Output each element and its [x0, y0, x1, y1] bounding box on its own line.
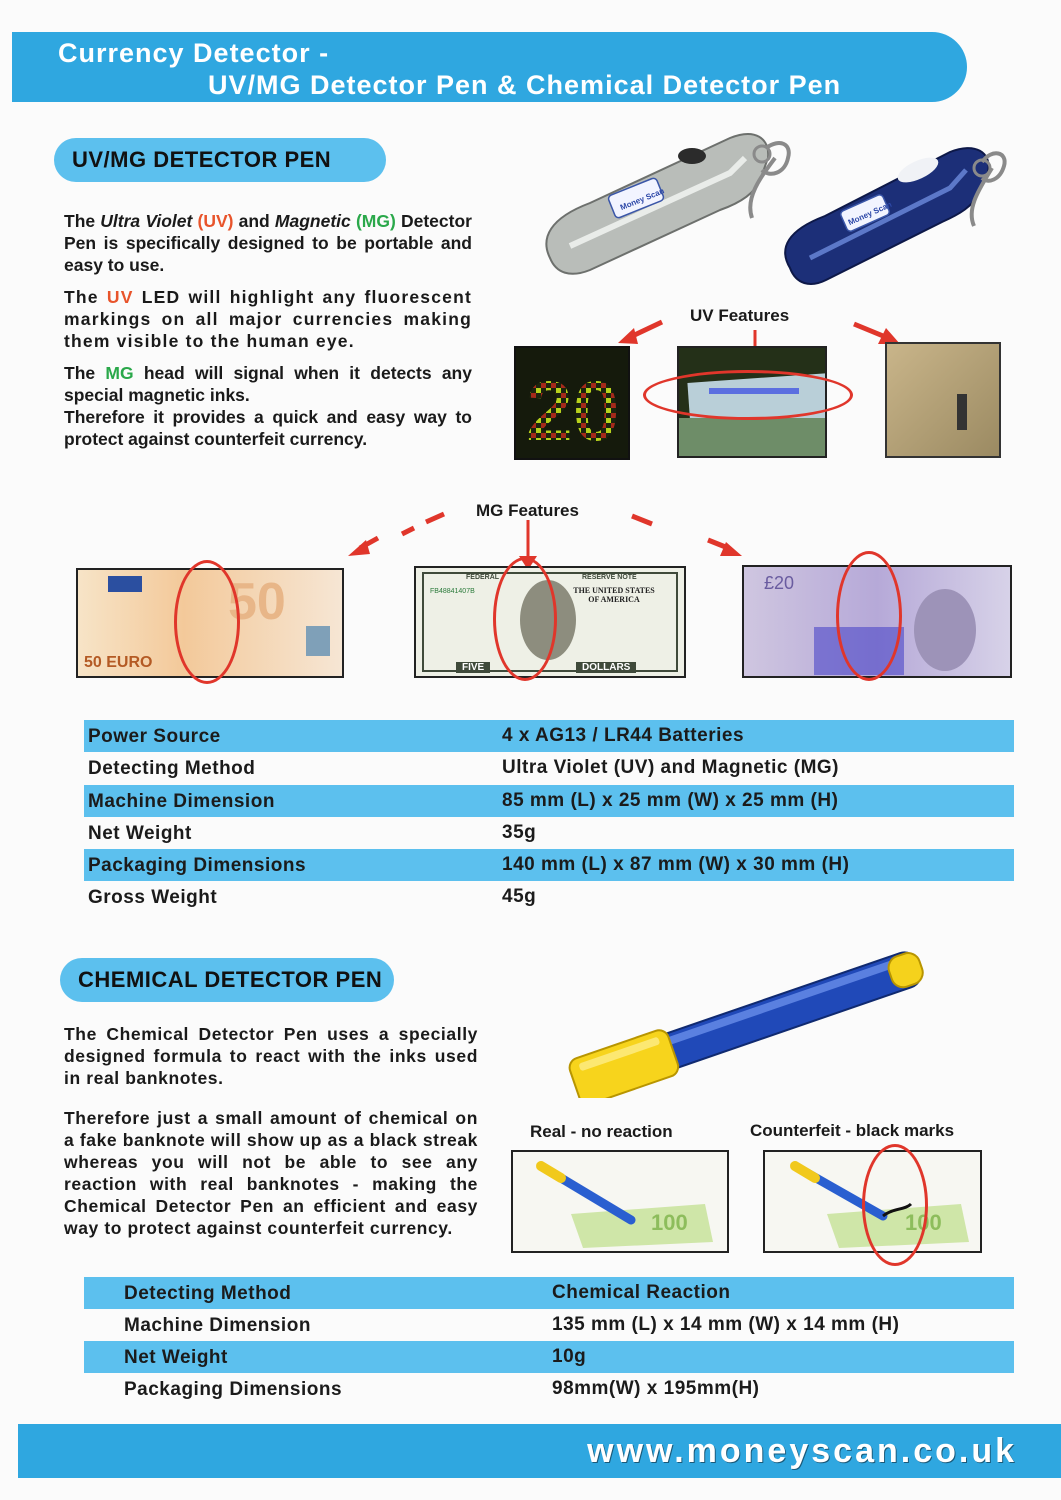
silver-pen-brand: Money Scan	[618, 186, 666, 213]
uv-arrow-left	[610, 318, 670, 348]
real-note-number: 100	[651, 1210, 688, 1235]
uvmg-spec-value: 4 x AG13 / LR44 Batteries	[502, 725, 745, 746]
uvmg-spec-value: Ultra Violet (UV) and Magnetic (MG)	[502, 757, 840, 778]
gbp-denomination: £20	[764, 573, 795, 593]
uvmg-spec-row	[84, 881, 1014, 913]
usd-dollars-text: DOLLARS	[576, 662, 636, 673]
uvmg-section-title-text: UV/MG DETECTOR PEN	[72, 147, 332, 172]
uvmg-spec-label: Power Source	[88, 726, 221, 747]
uvmg-spec-label: Gross Weight	[88, 887, 218, 908]
uvmg-paragraph-1: The Ultra Violet (UV) and Magnetic (MG) Detector Pen is specifically designed to be portable and easy to use.	[64, 211, 472, 275]
uv-number-text: 20	[526, 364, 620, 458]
page-footer	[18, 1424, 1061, 1478]
uv-features-label: UV Features	[690, 306, 790, 325]
real-note-test-image	[513, 1152, 729, 1253]
chem-spec-row	[84, 1309, 1014, 1341]
uvmg-paragraph-2: The UV LED will highlight any fluorescent markings on all major currencies making them visible to the human eye.	[64, 287, 472, 351]
blue-pen-brand: Money Scan	[846, 199, 894, 228]
chem-spec-value: Chemical Reaction	[552, 1282, 731, 1303]
euro-denomination: 50 EURO	[84, 654, 153, 671]
page-header	[12, 32, 967, 102]
chem-spec-row	[84, 1341, 1014, 1373]
usd-serial-left: FB48841407B	[430, 588, 475, 595]
uv-banknote-photo	[885, 342, 1001, 458]
black-mark-highlight-ring	[862, 1144, 928, 1266]
uvmg-spec-label: Packaging Dimensions	[88, 855, 307, 876]
uvmg-spec-row	[84, 817, 1014, 849]
chem-paragraph-1: The Chemical Detector Pen uses a specially designed formula to react with the inks used in real banknotes.	[64, 1024, 478, 1088]
uvmg-spec-value: 45g	[502, 886, 537, 907]
uvmg-spec-row	[84, 720, 1014, 752]
uvmg-spec-label: Machine Dimension	[88, 791, 275, 812]
uvmg-spec-label: Net Weight	[88, 823, 192, 844]
website-url: www.moneyscan.co.uk	[587, 1432, 1017, 1470]
uv-highlight-ring	[643, 370, 853, 420]
uvmg-spec-value: 85 mm (L) x 25 mm (W) x 25 mm (H)	[502, 790, 839, 811]
counterfeit-black-marks-label: Counterfeit - black marks	[750, 1121, 955, 1140]
gbp-highlight-ring	[836, 551, 902, 681]
euro-highlight-ring	[174, 560, 240, 684]
mg-arrow-left	[340, 510, 450, 560]
chem-spec-label: Packaging Dimensions	[124, 1379, 343, 1400]
uvmg-paragraph-3: The MG head will signal when it detects any special magnetic inks. Therefore it provides a quick and easy way to protect against counterfeit currency.	[64, 363, 472, 449]
uvmg-spec-value: 140 mm (L) x 87 mm (W) x 30 mm (H)	[502, 854, 850, 875]
usd-title: THE UNITED STATES OF AMERICA	[573, 586, 655, 604]
uvmg-spec-row	[84, 849, 1014, 881]
euro-big-number: 50	[228, 573, 286, 631]
mg-arrow-right	[628, 510, 748, 560]
chem-spec-value: 10g	[552, 1346, 587, 1367]
uvmg-spec-row	[84, 785, 1014, 817]
chem-spec-label: Net Weight	[124, 1347, 228, 1368]
real-no-reaction-label: Real - no reaction	[530, 1122, 673, 1141]
chem-spec-value: 98mm(W) x 195mm(H)	[552, 1378, 760, 1399]
chem-spec-row	[84, 1277, 1014, 1309]
chem-spec-label: Machine Dimension	[124, 1315, 311, 1336]
chem-section-title	[60, 958, 394, 1002]
header-title-line1: Currency Detector -	[58, 38, 330, 68]
usd-top-right-text: RESERVE NOTE	[582, 574, 637, 581]
real-note-test-photo	[511, 1150, 729, 1253]
chemical-pen-photo	[560, 948, 950, 1098]
uv-number-image	[516, 348, 630, 460]
uvmg-pen-photo	[530, 118, 1010, 288]
uvmg-section-title	[54, 138, 386, 182]
uvmg-description	[64, 210, 472, 450]
uv-hologram-photo	[514, 346, 630, 460]
fake-note-number: 100	[905, 1210, 942, 1235]
chem-description	[64, 1023, 478, 1239]
usd-five-text: FIVE	[456, 662, 490, 673]
blue-pen-image	[785, 148, 1004, 284]
header-title-line2: UV/MG Detector Pen & Chemical Detector Pen	[208, 70, 842, 100]
uvmg-spec-label: Detecting Method	[88, 758, 256, 779]
uvmg-spec-value: 35g	[502, 822, 537, 843]
chem-section-title-text: CHEMICAL DETECTOR PEN	[78, 967, 383, 992]
chem-spec-row	[84, 1373, 1014, 1405]
mg-features-label: MG Features	[476, 501, 579, 520]
silver-pen-image	[546, 134, 788, 274]
chem-spec-label: Detecting Method	[124, 1283, 292, 1304]
uvmg-spec-row	[84, 752, 1014, 784]
usd-top-left-text: FEDERAL	[466, 574, 500, 581]
chem-paragraph-2: Therefore just a small amount of chemical on a fake banknote will show up as a black streak whereas you will not be able to see any reaction with real banknotes - making the Chemical Detector Pen an efficient and easy way to protect against counterfeit currency.	[64, 1108, 478, 1238]
usd-highlight-ring	[493, 557, 557, 681]
chem-spec-value: 135 mm (L) x 14 mm (W) x 14 mm (H)	[552, 1314, 900, 1335]
